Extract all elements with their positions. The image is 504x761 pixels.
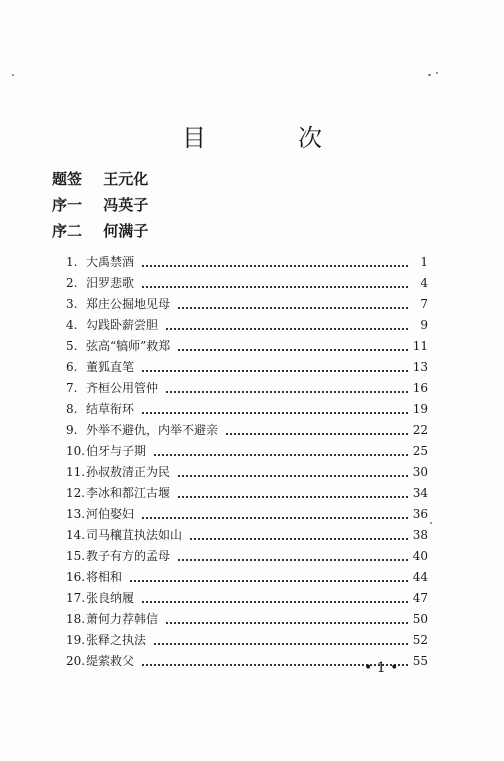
toc-leader-dots — [178, 475, 408, 477]
page-title: 目 次 — [182, 124, 356, 152]
toc-entry-title: 李冰和都江古堰 — [86, 486, 171, 500]
toc-leader-dots — [178, 307, 408, 309]
toc-entry-number: 6. — [66, 360, 78, 374]
toc-entry-title: 司马穰苴执法如山 — [86, 528, 183, 542]
toc-entry-number: 14. — [66, 528, 86, 542]
toc-entry-page: 44 — [412, 570, 428, 584]
toc-entry — [66, 630, 428, 651]
toc-entry-page: 36 — [412, 507, 428, 521]
toc-entry — [66, 399, 428, 420]
toc-leader-dots — [190, 538, 408, 540]
scan-speck — [12, 74, 14, 76]
toc-entry-number: 15. — [66, 549, 86, 563]
toc-entry-number: 12. — [66, 486, 86, 500]
toc-entry — [66, 273, 428, 294]
front-matter-name: 王元化 — [103, 170, 149, 188]
toc-entry-page: 38 — [412, 528, 428, 542]
toc-entry — [66, 294, 428, 315]
scan-speck — [428, 74, 431, 76]
toc-entry — [66, 567, 428, 588]
toc-entry — [66, 525, 428, 546]
toc-entry-page: 52 — [412, 633, 428, 647]
toc-entry — [66, 588, 428, 609]
toc-entry — [66, 546, 428, 567]
toc-entry — [66, 420, 428, 441]
toc-entry-title: 缇萦救父 — [86, 654, 135, 668]
toc-leader-dots — [130, 580, 408, 582]
toc-entry-number: 13. — [66, 507, 86, 521]
toc-entry-page: 34 — [412, 486, 428, 500]
front-matter-label: 题签 — [52, 170, 83, 188]
front-matter-item — [52, 166, 148, 192]
toc-entry-title: 弦高“犒师”救郑 — [86, 339, 171, 353]
toc-entry-title: 河伯娶妇 — [86, 507, 135, 521]
toc-leader-dots — [142, 265, 408, 267]
front-matter-label: 序二 — [52, 222, 83, 240]
toc-entry — [66, 483, 428, 504]
toc-entry-number: 7. — [66, 381, 78, 395]
toc-entry-number: 18. — [66, 612, 86, 626]
front-matter-item — [52, 218, 148, 244]
toc-leader-dots — [142, 370, 408, 372]
toc-leader-dots — [154, 643, 408, 645]
front-matter — [52, 166, 148, 244]
front-matter-item — [52, 192, 148, 218]
toc-entry — [66, 252, 428, 273]
front-matter-name: 冯英子 — [103, 196, 149, 214]
page-number: • 1 • — [364, 660, 399, 676]
scan-speck — [436, 72, 438, 74]
toc-entry — [66, 441, 428, 462]
toc-entry-number: 19. — [66, 633, 86, 647]
toc-entry — [66, 336, 428, 357]
toc-leader-dots — [178, 496, 408, 498]
toc-entry-number: 16. — [66, 570, 86, 584]
scan-speck — [430, 522, 432, 524]
toc-entry-title: 外举不避仇，内举不避亲 — [86, 423, 219, 437]
toc-entry-title: 结草衔环 — [86, 402, 135, 416]
toc-entry-page: 30 — [412, 465, 428, 479]
toc-entry — [66, 609, 428, 630]
toc-entry-title: 张释之执法 — [86, 633, 147, 647]
toc-entry-number: 9. — [66, 423, 78, 437]
toc-entry-page: 50 — [412, 612, 428, 626]
toc-entry-title: 郑庄公掘地见母 — [86, 297, 171, 311]
front-matter-label: 序一 — [52, 196, 83, 214]
toc-entry-page: 47 — [412, 591, 428, 605]
toc-entry-page: 9 — [420, 318, 428, 332]
toc-entry — [66, 462, 428, 483]
toc-entry-number: 1. — [66, 255, 78, 269]
toc-entry-title: 教子有方的孟母 — [86, 549, 171, 563]
toc-entry-page: 7 — [420, 297, 428, 311]
toc-entry-number: 11. — [66, 465, 86, 479]
toc-entry-title: 伯牙与子期 — [86, 444, 147, 458]
front-matter-name: 何满子 — [103, 222, 149, 240]
toc-leader-dots — [142, 412, 408, 414]
toc-leader-dots — [142, 601, 408, 603]
toc-entry-page: 11 — [412, 339, 428, 353]
toc-entry-number: 8. — [66, 402, 78, 416]
toc-leader-dots — [226, 433, 408, 435]
toc-entry — [66, 357, 428, 378]
toc-entry-page: 4 — [420, 276, 428, 290]
toc-entry-page: 25 — [412, 444, 428, 458]
toc-entry-page: 1 — [420, 255, 428, 269]
toc-entry-page: 16 — [412, 381, 428, 395]
toc-entry-number: 17. — [66, 591, 86, 605]
toc-entry-title: 萧何力荐韩信 — [86, 612, 159, 626]
toc-entry-page: 13 — [412, 360, 428, 374]
toc-leader-dots — [178, 349, 408, 351]
toc-entry-title: 董狐直笔 — [86, 360, 135, 374]
toc-leader-dots — [154, 454, 408, 456]
toc-entry — [66, 378, 428, 399]
table-of-contents — [66, 252, 428, 672]
toc-entry-page: 19 — [412, 402, 428, 416]
toc-entry-number: 4. — [66, 318, 78, 332]
toc-entry-title: 汨罗悲歌 — [86, 276, 135, 290]
toc-entry — [66, 315, 428, 336]
toc-entry-title: 孙叔敖清正为民 — [86, 465, 171, 479]
toc-leader-dots — [142, 286, 408, 288]
toc-entry-title: 将相和 — [86, 570, 123, 584]
toc-entry — [66, 504, 428, 525]
toc-entry-number: 2. — [66, 276, 78, 290]
toc-leader-dots — [166, 391, 408, 393]
toc-entry-page: 22 — [412, 423, 428, 437]
toc-leader-dots — [142, 517, 408, 519]
toc-entry-title: 勾践卧薪尝胆 — [86, 318, 159, 332]
toc-entry-number: 5. — [66, 339, 78, 353]
toc-entry-page: 55 — [412, 654, 428, 668]
toc-leader-dots — [166, 328, 408, 330]
toc-entry-title: 张良纳履 — [86, 591, 135, 605]
toc-leader-dots — [178, 559, 408, 561]
toc-entry-number: 20. — [66, 654, 86, 668]
toc-entry-number: 10. — [66, 444, 86, 458]
toc-leader-dots — [166, 622, 408, 624]
toc-entry-number: 3. — [66, 297, 78, 311]
toc-entry-title: 齐桓公用管仲 — [86, 381, 159, 395]
toc-entry-page: 40 — [412, 549, 428, 563]
toc-entry-title: 大禹禁酒 — [86, 255, 135, 269]
